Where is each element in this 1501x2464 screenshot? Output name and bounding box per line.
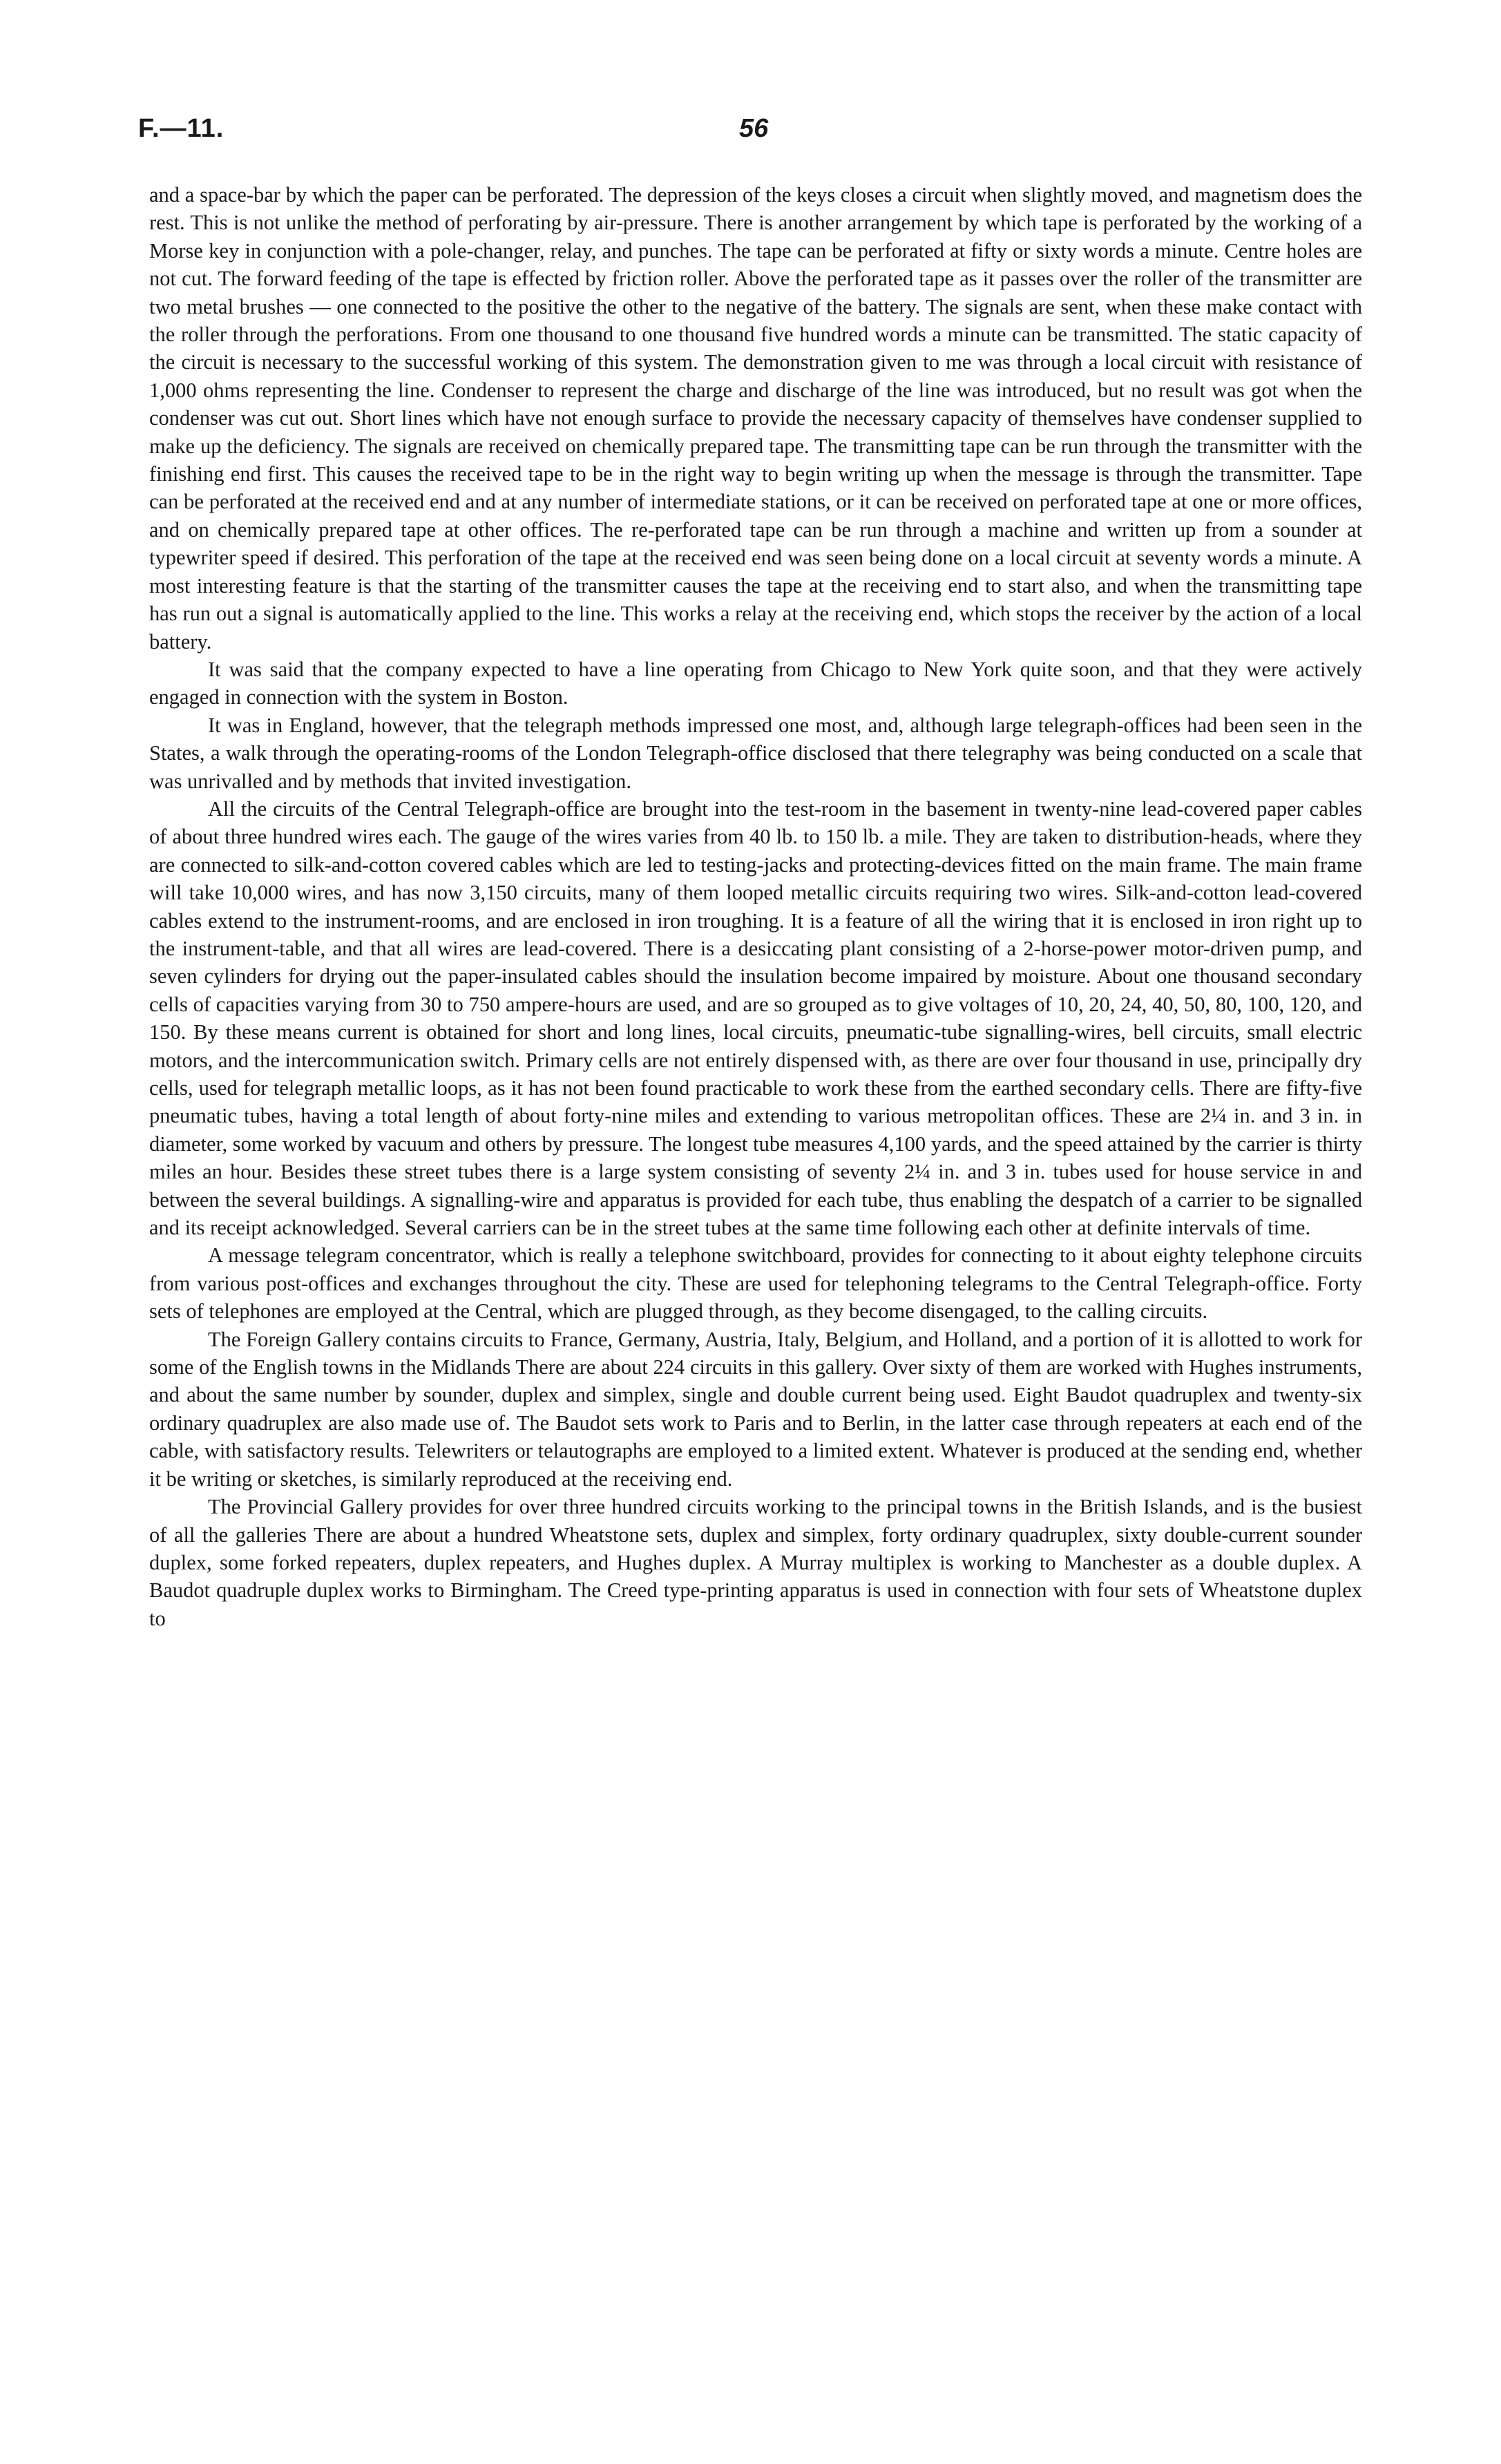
page-header bbox=[138, 114, 1364, 162]
paragraph-central-telegraph-office: All the circuits of the Central Telegraph-office are brought into the test-room in the basement in twenty-nine lead-covered paper cables of about three hundred wires each. The gauge of the wires varies from 40 lb. to 150 lb. a mile. They are taken to distribution-heads, where they are connected to silk-and-cotton covered cables which are led to testing-jacks and protecting-devices fitted on the main frame. The main frame will take 10,000 wires, and has now 3,150 circuits, many of them looped metallic circuits requiring two wires. Silk-and-cotton lead-covered cables extend to the instrument-rooms, and are enclosed in iron troughing. It is a feature of all the wiring that it is enclosed in iron right up to the instrument-table, and that all wires are lead-covered. There is a desiccating plant consisting of a 2-horse-power motor-driven pump, and seven cylinders for drying out the paper-insulated cables should the insulation become impaired by moisture. About one thousand secondary cells of capacities varying from 30 to 750 ampere-hours are used, and are so grouped as to give voltages of 10, 20, 24, 40, 50, 80, 100, 120, and 150. By these means current is obtained for short and long lines, local circuits, pneumatic-tube signalling-wires, bell circuits, small electric motors, and the intercommunication switch. Primary cells are not entirely dispensed with, as there are over four thousand in use, principally dry cells, used for telegraph metallic loops, as it has not been found practicable to work these from the earthed secondary cells. There are fifty-five pneumatic tubes, having a total length of about forty-nine miles and extending to various metropolitan offices. These are 2¼ in. and 3 in. in diameter, some worked by vacuum and others by pressure. The longest tube measures 4,100 yards, and the speed attained by the carrier is thirty miles an hour. Besides these street tubes there is a large system consisting of seventy 2¼ in. and 3 in. tubes used for house service in and between the several buildings. A signalling-wire and apparatus is provided for each tube, thus enabling the despatch of a carrier to be signalled and its receipt acknowledged. Several carriers can be in the street tubes at the same time following each other at definite intervals of time. bbox=[149, 796, 1362, 1240]
document-reference: F.—11. bbox=[138, 114, 224, 143]
paragraph-message-concentrator: A message telegram concentrator, which is really a telephone switchboard, provides for connecting to it about eighty telephone circuits from various post-offices and exchanges throughout the city. These are used for telephoning telegrams to the Central Telegraph-office. Forty sets of telephones are employed at the Central, which are plugged through, as they become disengaged, to the calling circuits. bbox=[149, 1243, 1362, 1324]
paragraph-provincial-gallery: The Provincial Gallery provides for over three hundred circuits working to the principal towns in the British Islands, and is the busiest of all the galleries There are about a hundred Wheatstone sets, duplex and simplex, forty ordinary quadruplex, sixty double-current sounder duplex, some forked repeaters, duplex repeaters, and Hughes duplex. A Murray multiplex is working to Manchester as a double duplex. A Baudot quadruple duplex works to Birmingham. The Creed type-printing apparatus is used in connection with four sets of Wheatstone duplex to bbox=[149, 1495, 1362, 1630]
paragraph-continued: and a space-bar by which the paper can be perforated. The depression of the keys closes a circuit when slightly moved, and magnetism does the rest. This is not unlike the method of perforating by air-pressure. There is another arrangement by which tape is perforated by the working of a Morse key in conjunction with a pole-changer, relay, and punches. The tape can be perforated at fifty or sixty words a minute. Centre holes are not cut. The forward feeding of the tape is effected by friction roller. Above the perforated tape as it passes over the roller of the transmitter are two metal brushes — one connected to the positive the other to the negative of the battery. The signals are sent, when these make contact with the roller through the perforations. From one thousand to one thousand five hundred words a minute can be transmitted. The static capacity of the circuit is necessary to the successful working of this system. The demonstration given to me was through a local circuit with resistance of 1,000 ohms representing the line. Condenser to represent the charge and discharge of the line was introduced, but no result was got when the condenser was cut out. Short lines which have not enough surface to provide the necessary capacity of themselves have condenser supplied to make up the deficiency. The signals are received on chemically prepared tape. The transmitting tape can be run through the transmitter with the finishing end first. This causes the received tape to be in the right way to begin writing up when the message is through the transmitter. Tape can be perforated at the received end and at any number of intermediate stations, or it can be received on perforated tape at one or more offices, and on chemically prepared tape at other offices. The re-perforated tape can be run through a machine and written up from a sounder at typewriter speed if desired. This perforation of the tape at the received end was seen being done on a local circuit at seventy words a minute. A most interesting feature is that the starting of the transmitter causes the tape at the receiving end to start also, and when the transmitting tape has run out a signal is automatically applied to the line. This works a relay at the receiving end, which stops the receiver by the action of a local battery. bbox=[149, 183, 1362, 653]
paragraph-foreign-gallery: The Foreign Gallery contains circuits to France, Germany, Austria, Italy, Belgium, and Holland, and a portion of it is allotted to work for some of the English towns in the Midlands There are about 224 circuits in this gallery. Over sixty of them are worked with Hughes instruments, and about the same number by sounder, duplex and simplex, single and double current being used. Eight Baudot quadruplex and twenty-six ordinary quadruplex are also made use of. The Baudot sets work to Paris and to Berlin, in the latter case through repeaters at each end of the cable, with satisfactory results. Telewriters or telautographs are employed to a limited extent. Whatever is produced at the sending end, whether it be writing or sketches, is similarly reproduced at the receiving end. bbox=[149, 1327, 1362, 1491]
paragraph-england: It was in England, however, that the telegraph methods impressed one most, and, although large telegraph-offices had been seen in the States, a walk through the operating-rooms of the London Telegraph-office disclosed that there telegraphy was being conducted on a scale that was unrivalled and by methods that invited investigation. bbox=[149, 713, 1362, 793]
paragraph-chicago-line: It was said that the company expected to have a line operating from Chicago to New York quite soon, and that they were actively engaged in connection with the system in Boston. bbox=[149, 657, 1362, 709]
body-text bbox=[149, 181, 1362, 1632]
page-number: 56 bbox=[739, 114, 769, 143]
